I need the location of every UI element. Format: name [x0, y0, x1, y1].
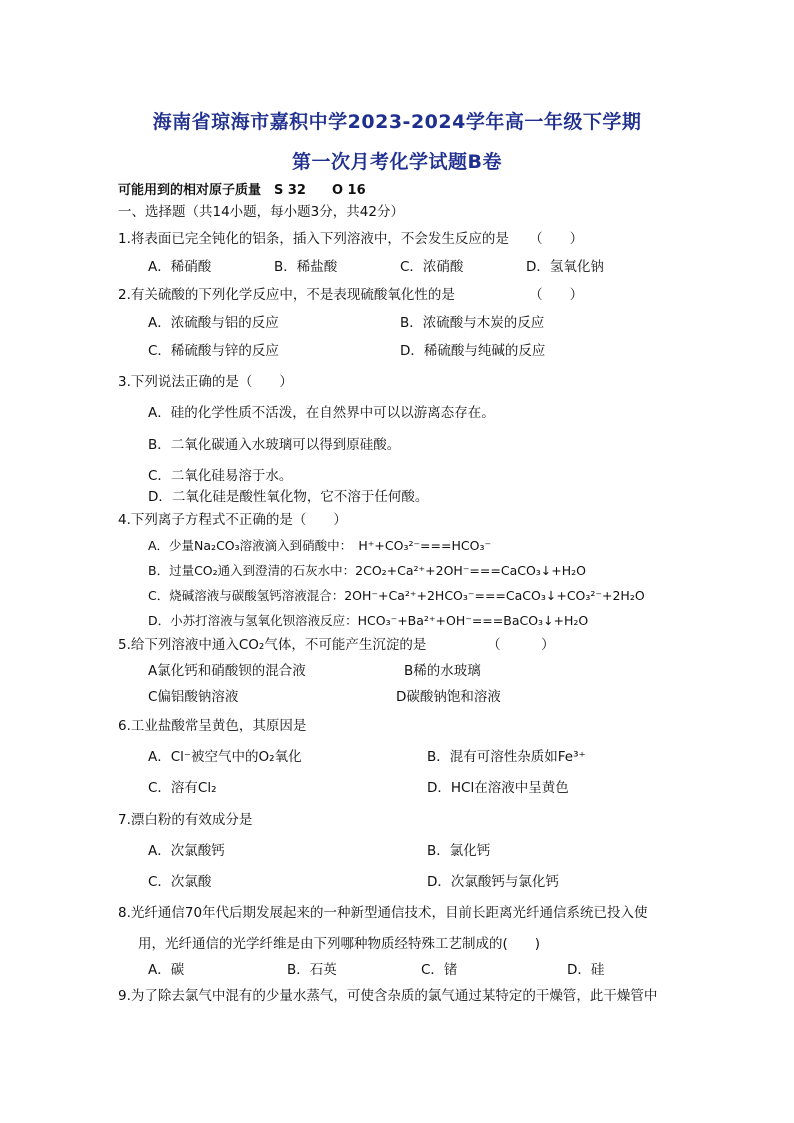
question-3-stem: 3.下列说法正确的是（ ） [118, 374, 293, 390]
question-4-option-a: A．少量Na₂CO₃溶液滴入到硝酸中： H⁺+CO₃²⁻===HCO₃⁻ [148, 538, 492, 553]
section-heading: 一、选择题（共14小题，每小题3分，共42分） [118, 204, 404, 220]
question-7-option-b: B．氯化钙 [427, 843, 491, 859]
question-4-option-b: B．过量CO₂通入到澄清的石灰水中：2CO₂+Ca²⁺+2OH⁻===CaCO₃↓+H₂O [148, 563, 587, 578]
question-7-stem: 7.漂白粉的有效成分是 [118, 812, 253, 828]
question-6-stem: 6.工业盐酸常呈黄色，其原因是 [118, 718, 307, 734]
question-1-option-b: B．稀盐酸 [274, 259, 338, 275]
question-4-option-d: D．小苏打溶液与氢氧化钡溶液反应：HCO₃⁻+Ba²⁺+OH⁻===BaCO₃↓+H₂O [148, 613, 589, 628]
question-5-option-a: A氯化钙和硝酸钡的混合液 [148, 663, 306, 679]
question-1-option-c: C．浓硝酸 [400, 259, 464, 275]
question-5-stem: 5.给下列溶液中通入CO₂气体，不可能产生沉淀的是 （ ） [118, 637, 555, 653]
question-4-option-c: C．烧碱溶液与碳酸氢钙溶液混合：2OH⁻+Ca²⁺+2HCO₃⁻===CaCO₃↓+CO₃²⁻+2H₂O [148, 588, 645, 603]
question-6-option-a: A．Cl⁻被空气中的O₂氧化 [148, 749, 302, 765]
page-title: 海南省琼海市嘉积中学2023-2024学年高一年级下学期 [152, 111, 642, 133]
question-8-stem: 8.光纤通信70年代后期发展起来的一种新型通信技术，目前长距离光纤通信系统已投入使 [118, 905, 648, 921]
question-3-option-c: C．二氧化硅易溶于水。 [148, 468, 293, 484]
question-5-option-b: B稀的水玻璃 [404, 663, 481, 679]
question-8-option-a: A．碳 [148, 962, 185, 978]
question-2-option-c: C．稀硫酸与锌的反应 [148, 343, 279, 359]
question-9-stem: 9.为了除去氯气中混有的少量水蒸气，可使含杂质的氯气通过某特定的干燥管，此干燥管中 [118, 988, 658, 1004]
question-2-option-b: B．浓硫酸与木炭的反应 [400, 315, 545, 331]
question-5-option-d: D碳酸钠饱和溶液 [396, 689, 501, 705]
question-3-option-d: D．二氧化硅是酸性氧化物，它不溶于任何酸。 [148, 489, 429, 505]
question-6-option-c: C．溶有Cl₂ [148, 780, 217, 796]
question-2-option-a: A．浓硫酸与铝的反应 [148, 315, 279, 331]
question-5-option-c: C偏铝酸钠溶液 [148, 689, 239, 705]
question-7-option-a: A．次氯酸钙 [148, 843, 225, 859]
question-2-option-d: D．稀硫酸与纯碱的反应 [400, 343, 546, 359]
question-4-stem: 4.下列离子方程式不正确的是（ ） [118, 512, 347, 528]
question-1-option-a: A．稀硝酸 [148, 259, 212, 275]
question-3-option-b: B．二氧化碳通入水玻璃可以得到原硅酸。 [148, 437, 401, 453]
question-1-stem: 1.将表面已完全钝化的铝条，插入下列溶液中，不会发生反应的是 （ ） [118, 231, 584, 247]
question-3-option-a: A．硅的化学性质不活泼，在自然界中可以以游离态存在。 [148, 405, 495, 421]
atomic-mass-note: 可能用到的相对原子质量 S 32 O 16 [118, 183, 366, 198]
question-8-option-d: D．硅 [567, 962, 605, 978]
question-7-option-c: C．次氯酸 [148, 874, 212, 890]
question-8-stem-continued: 用，光纤通信的光学纤维是由下列哪种物质经特殊工艺制成的( ) [138, 936, 541, 952]
question-6-option-d: D．HCl在溶液中呈黄色 [427, 780, 569, 796]
question-7-option-d: D．次氯酸钙与氯化钙 [427, 874, 559, 890]
question-2-stem: 2.有关硫酸的下列化学反应中，不是表现硫酸氧化性的是 （ ） [118, 287, 584, 303]
question-8-option-b: B．石英 [287, 962, 337, 978]
question-1-option-d: D．氢氧化钠 [526, 259, 604, 275]
question-8-option-c: C．锗 [421, 962, 458, 978]
question-6-option-b: B．混有可溶性杂质如Fe³⁺ [427, 749, 586, 765]
page-subtitle: 第一次月考化学试题B卷 [292, 151, 502, 173]
